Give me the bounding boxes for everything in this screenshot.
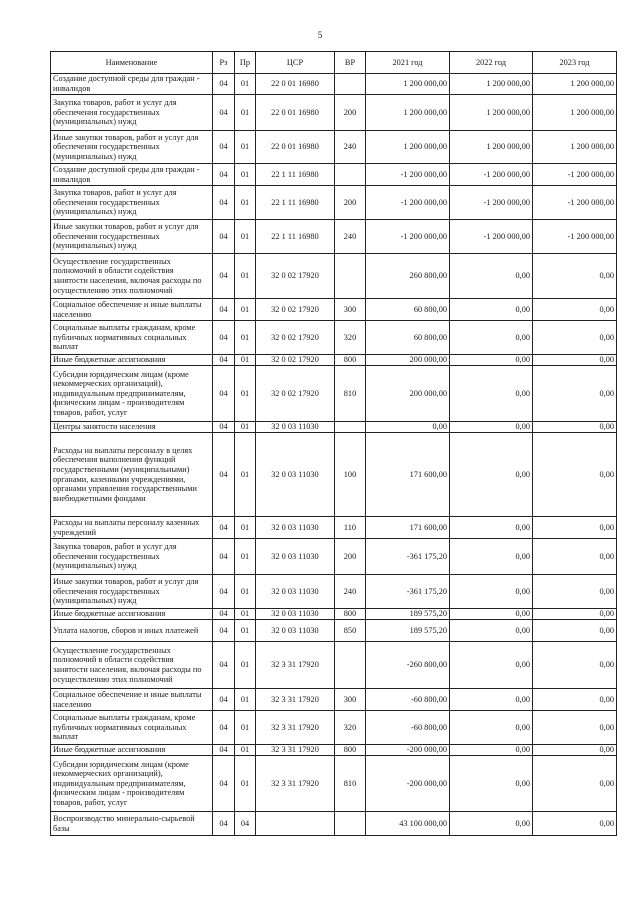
cell-2022: 0,00 <box>450 422 533 433</box>
cell-pr: 01 <box>235 689 256 711</box>
cell-pr: 01 <box>235 164 256 186</box>
cell-pr: 01 <box>235 95 256 131</box>
cell-2021: 43 100 000,00 <box>366 812 450 836</box>
table-row <box>51 131 617 164</box>
cell-2023: 0,00 <box>533 620 617 642</box>
cell-2022: 0,00 <box>450 366 533 422</box>
cell-2021: 1 200 000,00 <box>366 131 450 164</box>
cell-2023: -1 200 000,00 <box>533 164 617 186</box>
table-row <box>51 220 617 254</box>
cell-2021: -1 200 000,00 <box>366 164 450 186</box>
cell-csr: 22 0 01 16980 <box>256 95 335 131</box>
cell-2022: 0,00 <box>450 620 533 642</box>
cell-rz: 04 <box>213 433 235 517</box>
cell-pr: 01 <box>235 642 256 689</box>
cell-name: Социальное обеспечение и иные выплаты населению <box>51 689 213 711</box>
table-row <box>51 620 617 642</box>
cell-2021: -361 175,20 <box>366 539 450 575</box>
cell-2023: 1 200 000,00 <box>533 95 617 131</box>
cell-2021: -1 200 000,00 <box>366 186 450 220</box>
cell-pr: 01 <box>235 299 256 321</box>
cell-name: Социальные выплаты гражданам, кроме публичных нормативных социальных выплат <box>51 711 213 745</box>
table-row <box>51 539 617 575</box>
cell-2021: -260 800,00 <box>366 642 450 689</box>
cell-vr <box>335 74 366 95</box>
cell-name: Социальное обеспечение и иные выплаты населению <box>51 299 213 321</box>
table-row <box>51 95 617 131</box>
cell-2023: 0,00 <box>533 756 617 812</box>
cell-vr: 800 <box>335 609 366 620</box>
cell-2022: 0,00 <box>450 321 533 355</box>
cell-csr: 32 0 02 17920 <box>256 254 335 299</box>
cell-2021: 1 200 000,00 <box>366 95 450 131</box>
cell-2023: -1 200 000,00 <box>533 186 617 220</box>
cell-2022: 0,00 <box>450 355 533 366</box>
cell-pr: 01 <box>235 575 256 609</box>
cell-name: Воспроизводство минерально-сырьевой базы <box>51 812 213 836</box>
cell-vr: 200 <box>335 95 366 131</box>
table-row <box>51 575 617 609</box>
cell-2022: -1 200 000,00 <box>450 220 533 254</box>
cell-2023: 0,00 <box>533 299 617 321</box>
cell-vr <box>335 422 366 433</box>
cell-2023: 0,00 <box>533 745 617 756</box>
cell-2021: -60 800,00 <box>366 689 450 711</box>
cell-name: Создание доступной среды для граждан - инвалидов <box>51 164 213 186</box>
cell-pr: 01 <box>235 355 256 366</box>
cell-name: Иные бюджетные ассигнования <box>51 609 213 620</box>
cell-2023: 0,00 <box>533 642 617 689</box>
table-row <box>51 366 617 422</box>
cell-vr: 800 <box>335 355 366 366</box>
cell-vr: 200 <box>335 186 366 220</box>
cell-2021: 200 000,00 <box>366 366 450 422</box>
cell-name: Социальные выплаты гражданам, кроме публичных нормативных социальных выплат <box>51 321 213 355</box>
cell-pr: 01 <box>235 756 256 812</box>
cell-rz: 04 <box>213 131 235 164</box>
table-row <box>51 74 617 95</box>
cell-rz: 04 <box>213 95 235 131</box>
table-row <box>51 689 617 711</box>
cell-vr: 850 <box>335 620 366 642</box>
cell-vr: 300 <box>335 689 366 711</box>
cell-vr: 200 <box>335 539 366 575</box>
budget-table <box>50 51 617 836</box>
cell-rz: 04 <box>213 220 235 254</box>
cell-vr: 100 <box>335 433 366 517</box>
table-body <box>51 74 617 836</box>
cell-vr: 320 <box>335 321 366 355</box>
cell-2021: 260 800,00 <box>366 254 450 299</box>
cell-rz: 04 <box>213 299 235 321</box>
cell-rz: 04 <box>213 366 235 422</box>
cell-csr: 32 3 31 17920 <box>256 689 335 711</box>
cell-rz: 04 <box>213 711 235 745</box>
cell-2022: -1 200 000,00 <box>450 164 533 186</box>
cell-vr <box>335 164 366 186</box>
cell-pr: 01 <box>235 620 256 642</box>
cell-vr: 240 <box>335 220 366 254</box>
cell-pr: 01 <box>235 745 256 756</box>
cell-pr: 04 <box>235 812 256 836</box>
cell-2021: -1 200 000,00 <box>366 220 450 254</box>
cell-rz: 04 <box>213 812 235 836</box>
cell-2023: 0,00 <box>533 812 617 836</box>
cell-2022: 0,00 <box>450 689 533 711</box>
cell-rz: 04 <box>213 254 235 299</box>
cell-name: Осуществление государственных полномочий в области содействия занятости населения, включая расходы по осуществлению этих полномочий <box>51 642 213 689</box>
cell-csr: 32 3 31 17920 <box>256 642 335 689</box>
cell-2021: 0,00 <box>366 422 450 433</box>
cell-2023: 1 200 000,00 <box>533 131 617 164</box>
cell-rz: 04 <box>213 575 235 609</box>
cell-2022: 0,00 <box>450 517 533 539</box>
cell-rz: 04 <box>213 756 235 812</box>
cell-2022: -1 200 000,00 <box>450 186 533 220</box>
cell-name: Иные бюджетные ассигнования <box>51 355 213 366</box>
cell-2022: 0,00 <box>450 812 533 836</box>
cell-2023: 0,00 <box>533 433 617 517</box>
cell-csr: 22 1 11 16980 <box>256 186 335 220</box>
cell-2023: 0,00 <box>533 517 617 539</box>
cell-2021: 171 600,00 <box>366 517 450 539</box>
cell-pr: 01 <box>235 433 256 517</box>
cell-2022: 0,00 <box>450 711 533 745</box>
cell-name: Иные бюджетные ассигнования <box>51 745 213 756</box>
cell-2021: -200 000,00 <box>366 745 450 756</box>
cell-2021: 60 800,00 <box>366 321 450 355</box>
cell-2022: 0,00 <box>450 745 533 756</box>
cell-name: Центры занятости населения <box>51 422 213 433</box>
cell-csr: 32 0 03 11030 <box>256 539 335 575</box>
cell-rz: 04 <box>213 620 235 642</box>
cell-csr: 22 0 01 16980 <box>256 74 335 95</box>
cell-2022: 0,00 <box>450 756 533 812</box>
cell-pr: 01 <box>235 366 256 422</box>
cell-csr: 32 0 02 17920 <box>256 366 335 422</box>
cell-vr: 810 <box>335 756 366 812</box>
cell-csr: 32 0 03 11030 <box>256 422 335 433</box>
cell-2022: 0,00 <box>450 299 533 321</box>
table-row <box>51 812 617 836</box>
cell-2021: -200 000,00 <box>366 756 450 812</box>
cell-2023: 0,00 <box>533 609 617 620</box>
cell-rz: 04 <box>213 745 235 756</box>
cell-rz: 04 <box>213 355 235 366</box>
cell-vr: 240 <box>335 131 366 164</box>
cell-vr <box>335 254 366 299</box>
cell-2023: 0,00 <box>533 321 617 355</box>
cell-pr: 01 <box>235 609 256 620</box>
cell-csr: 22 0 01 16980 <box>256 131 335 164</box>
cell-2023: 1 200 000,00 <box>533 74 617 95</box>
cell-rz: 04 <box>213 74 235 95</box>
cell-2023: 0,00 <box>533 254 617 299</box>
cell-2021: 189 575,20 <box>366 609 450 620</box>
cell-2023: 0,00 <box>533 355 617 366</box>
cell-rz: 04 <box>213 321 235 355</box>
cell-2021: -361 175,20 <box>366 575 450 609</box>
cell-rz: 04 <box>213 164 235 186</box>
cell-pr: 01 <box>235 517 256 539</box>
cell-vr: 320 <box>335 711 366 745</box>
cell-2022: 0,00 <box>450 642 533 689</box>
table-row <box>51 355 617 366</box>
table-header-row <box>51 52 617 74</box>
table-row <box>51 609 617 620</box>
cell-pr: 01 <box>235 321 256 355</box>
header-2023: 2023 год <box>533 52 617 74</box>
cell-2021: -60 800,00 <box>366 711 450 745</box>
cell-vr <box>335 812 366 836</box>
table-row <box>51 517 617 539</box>
cell-2023: 0,00 <box>533 539 617 575</box>
cell-2022: 1 200 000,00 <box>450 95 533 131</box>
cell-csr: 32 3 31 17920 <box>256 756 335 812</box>
cell-pr: 01 <box>235 74 256 95</box>
cell-2023: -1 200 000,00 <box>533 220 617 254</box>
cell-vr: 300 <box>335 299 366 321</box>
cell-2022: 0,00 <box>450 254 533 299</box>
cell-rz: 04 <box>213 539 235 575</box>
table-row <box>51 164 617 186</box>
cell-vr: 800 <box>335 745 366 756</box>
cell-pr: 01 <box>235 422 256 433</box>
cell-csr: 32 0 02 17920 <box>256 299 335 321</box>
header-csr: ЦСР <box>256 52 335 74</box>
table-row <box>51 299 617 321</box>
cell-2021: 171 600,00 <box>366 433 450 517</box>
cell-csr <box>256 812 335 836</box>
cell-2023: 0,00 <box>533 422 617 433</box>
cell-2023: 0,00 <box>533 575 617 609</box>
cell-name: Субсидии юридическим лицам (кроме некоммерческих организаций), индивидуальным предпринимателям, физическим лицам - производителям товаров, работ, услуг <box>51 756 213 812</box>
cell-vr: 110 <box>335 517 366 539</box>
header-vr: ВР <box>335 52 366 74</box>
cell-name: Закупка товаров, работ и услуг для обеспечения государственных (муниципальных) нужд <box>51 95 213 131</box>
cell-name: Создание доступной среды для граждан - инвалидов <box>51 74 213 95</box>
table-row <box>51 745 617 756</box>
cell-pr: 01 <box>235 711 256 745</box>
cell-2022: 0,00 <box>450 609 533 620</box>
table-row <box>51 756 617 812</box>
cell-pr: 01 <box>235 131 256 164</box>
cell-name: Иные закупки товаров, работ и услуг для обеспечения государственных (муниципальных) нужд <box>51 131 213 164</box>
cell-2022: 0,00 <box>450 575 533 609</box>
cell-name: Расходы на выплаты персоналу казенных учреждений <box>51 517 213 539</box>
cell-csr: 22 1 11 16980 <box>256 220 335 254</box>
cell-2023: 0,00 <box>533 689 617 711</box>
cell-name: Закупка товаров, работ и услуг для обеспечения государственных (муниципальных) нужд <box>51 186 213 220</box>
cell-2021: 1 200 000,00 <box>366 74 450 95</box>
cell-pr: 01 <box>235 539 256 575</box>
cell-csr: 32 0 03 11030 <box>256 575 335 609</box>
header-name: Наименование <box>51 52 213 74</box>
cell-csr: 22 1 11 16980 <box>256 164 335 186</box>
cell-csr: 32 0 03 11030 <box>256 517 335 539</box>
cell-rz: 04 <box>213 689 235 711</box>
cell-csr: 32 0 03 11030 <box>256 433 335 517</box>
cell-2021: 60 800,00 <box>366 299 450 321</box>
cell-vr: 810 <box>335 366 366 422</box>
header-2021: 2021 год <box>366 52 450 74</box>
cell-2022: 1 200 000,00 <box>450 131 533 164</box>
header-2022: 2022 год <box>450 52 533 74</box>
cell-name: Осуществление государственных полномочий в области содействия занятости населения, включая расходы по осуществлению этих полномочий <box>51 254 213 299</box>
table-row <box>51 186 617 220</box>
cell-pr: 01 <box>235 186 256 220</box>
cell-rz: 04 <box>213 609 235 620</box>
table-row <box>51 321 617 355</box>
cell-name: Расходы на выплаты персоналу в целях обеспечения выполнения функций государственными (муниципальными) органами, казенными учреждениями, органами управления государственными внебюджетными фондами <box>51 433 213 517</box>
cell-name: Иные закупки товаров, работ и услуг для обеспечения государственных (муниципальных) нужд <box>51 575 213 609</box>
cell-rz: 04 <box>213 422 235 433</box>
table-row <box>51 254 617 299</box>
cell-csr: 32 0 03 11030 <box>256 609 335 620</box>
header-rz: Рз <box>213 52 235 74</box>
cell-2023: 0,00 <box>533 711 617 745</box>
cell-vr <box>335 642 366 689</box>
cell-2021: 189 575,20 <box>366 620 450 642</box>
cell-rz: 04 <box>213 517 235 539</box>
cell-name: Иные закупки товаров, работ и услуг для обеспечения государственных (муниципальных) нужд <box>51 220 213 254</box>
cell-vr: 240 <box>335 575 366 609</box>
cell-csr: 32 0 02 17920 <box>256 321 335 355</box>
table-row <box>51 422 617 433</box>
cell-2021: 200 000,00 <box>366 355 450 366</box>
cell-csr: 32 0 03 11030 <box>256 620 335 642</box>
cell-csr: 32 3 31 17920 <box>256 745 335 756</box>
cell-name: Уплата налогов, сборов и иных платежей <box>51 620 213 642</box>
cell-csr: 32 3 31 17920 <box>256 711 335 745</box>
cell-2022: 0,00 <box>450 539 533 575</box>
cell-2022: 1 200 000,00 <box>450 74 533 95</box>
cell-name: Закупка товаров, работ и услуг для обеспечения государственных (муниципальных) нужд <box>51 539 213 575</box>
table-row <box>51 642 617 689</box>
cell-2022: 0,00 <box>450 433 533 517</box>
cell-2023: 0,00 <box>533 366 617 422</box>
cell-rz: 04 <box>213 186 235 220</box>
page-number: 5 <box>317 30 323 40</box>
header-pr: Пр <box>235 52 256 74</box>
table-row <box>51 433 617 517</box>
table-row <box>51 711 617 745</box>
cell-pr: 01 <box>235 254 256 299</box>
cell-name: Субсидии юридическим лицам (кроме некоммерческих организаций), индивидуальным предпринимателям, физическим лицам - производителям товаров, работ, услуг <box>51 366 213 422</box>
cell-pr: 01 <box>235 220 256 254</box>
cell-rz: 04 <box>213 642 235 689</box>
cell-csr: 32 0 02 17920 <box>256 355 335 366</box>
